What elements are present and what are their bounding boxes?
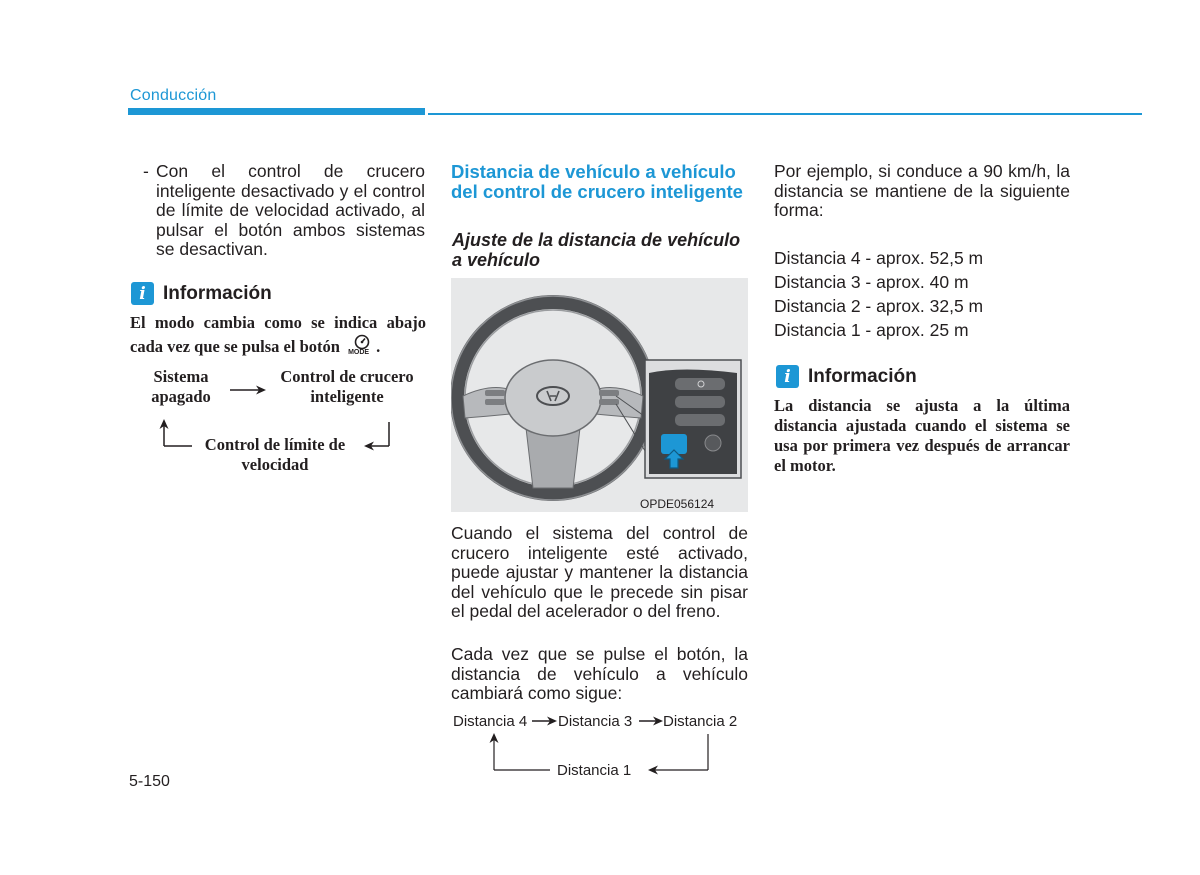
bullet-item [143,162,425,260]
distance-item: Distancia 4 - aprox. 52,5 m [774,248,984,268]
info-text-body: El modo cambia como se indica abajo cada vez que se pulsa el botón [130,313,426,356]
header-rule-thin [428,113,1142,115]
flow-state-limit: Control de límite de velocidad [204,435,346,474]
mode-icon-label: MODE [348,349,370,356]
info-title: Información [163,282,272,304]
section-title: Conducción [130,87,217,104]
paragraph: Cuando el sistema del control de crucero inteligente esté activado, puede ajustar y mantener la distancia del vehículo que le precede sin pisar el pedal del acelerador o del freno. [451,523,748,622]
distance-cycle-arrows [450,710,750,780]
sub-heading: Ajuste de la distancia de vehículo a vehículo [452,230,741,270]
steering-wheel-illustration [451,278,748,512]
info-heading [776,365,917,388]
paragraph: Cada vez que se pulse el botón, la distancia de vehículo a vehículo cambiará como sigue: [451,644,748,704]
figure-caption: OPDE056124 [640,497,715,511]
distance-1-label: Distancia 1 [557,762,632,779]
info-heading [131,282,272,305]
info-text-end: . [376,337,381,356]
info-text [130,313,426,359]
flow-state-cruise: Control de crucero inteligente [280,367,414,406]
flow-state-off: Sistema apagado [151,367,211,406]
distance-item: Distancia 1 - aprox. 25 m [774,320,969,340]
info-text: La distancia se ajusta a la última distancia ajustada cuando el sistema se usa por primera vez después de arrancar el motor. [774,396,1070,475]
bullet-dash: - [143,161,149,181]
distance-4-label: Distancia 4 [453,713,528,730]
page-number: 5-150 [129,773,170,790]
info-title: Información [808,365,917,387]
info-icon: i [131,282,154,305]
distance-3-label: Distancia 3 [558,713,633,730]
steering-wheel-figure [451,278,748,512]
info-icon: i [776,365,799,388]
bullet-text: Con el control de crucero inteligente desactivado y el control de límite de velocidad activado, al pulsar el botón ambos sistemas se desactivan. [156,161,425,260]
mode-flow-arrows [120,370,420,470]
section-heading: Distancia de vehículo a vehículo del control de crucero inteligente [451,161,743,202]
mode-button-icon [348,333,376,359]
distance-item: Distancia 3 - aprox. 40 m [774,272,969,292]
distance-2-label: Distancia 2 [663,713,738,730]
header-rule-thick [128,108,425,115]
distance-item: Distancia 2 - aprox. 32,5 m [774,296,984,316]
paragraph: Por ejemplo, si conduce a 90 km/h, la distancia se mantiene de la siguiente forma: [774,161,1070,221]
distance-list [774,246,983,342]
